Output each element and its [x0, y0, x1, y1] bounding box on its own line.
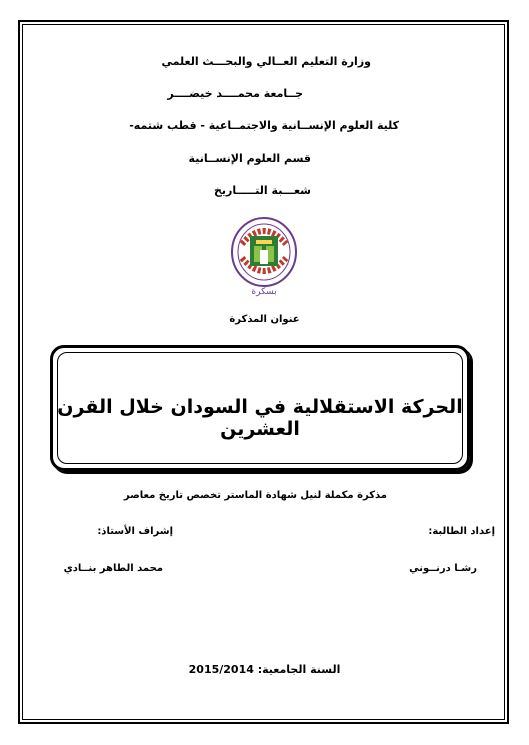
department-line: قسم العلوم الإنســانية: [188, 152, 311, 165]
degree-subtitle: مذكرة مكملة لنيل شهادة الماستر تخصص تاريخ معاصر: [123, 490, 387, 501]
academic-year: السنة الجامعية: 2015/2014: [188, 663, 341, 676]
supervisor-name: محمد الطاهر بنــادي: [63, 563, 163, 574]
university-seal-icon: [230, 214, 298, 298]
university-line: جــامعة محمــــد خيضــــر: [167, 87, 303, 100]
memo-title-label: عنوان المذكرة: [229, 314, 300, 325]
prepared-by-label: إعداد الطالبة:: [428, 526, 495, 537]
supervised-by-label: إشراف الأستاذ:: [97, 526, 173, 537]
faculty-line: كلية العلوم الإنســانية والاجتمــاعية - قطب شتمه-: [129, 119, 399, 132]
student-name: رشـا درنــوني: [409, 563, 477, 574]
branch-line: شعـــبة التـــــاريخ: [213, 184, 311, 197]
thesis-title-box: [50, 345, 470, 471]
svg-text:بسكرة: بسكرة: [251, 287, 277, 297]
ministry-line: وزارة التعليم العــالي والبحـــث العلمي: [161, 55, 371, 68]
thesis-title: الحركة الاستقلالية في السودان خلال القرن العشرين: [57, 396, 463, 440]
